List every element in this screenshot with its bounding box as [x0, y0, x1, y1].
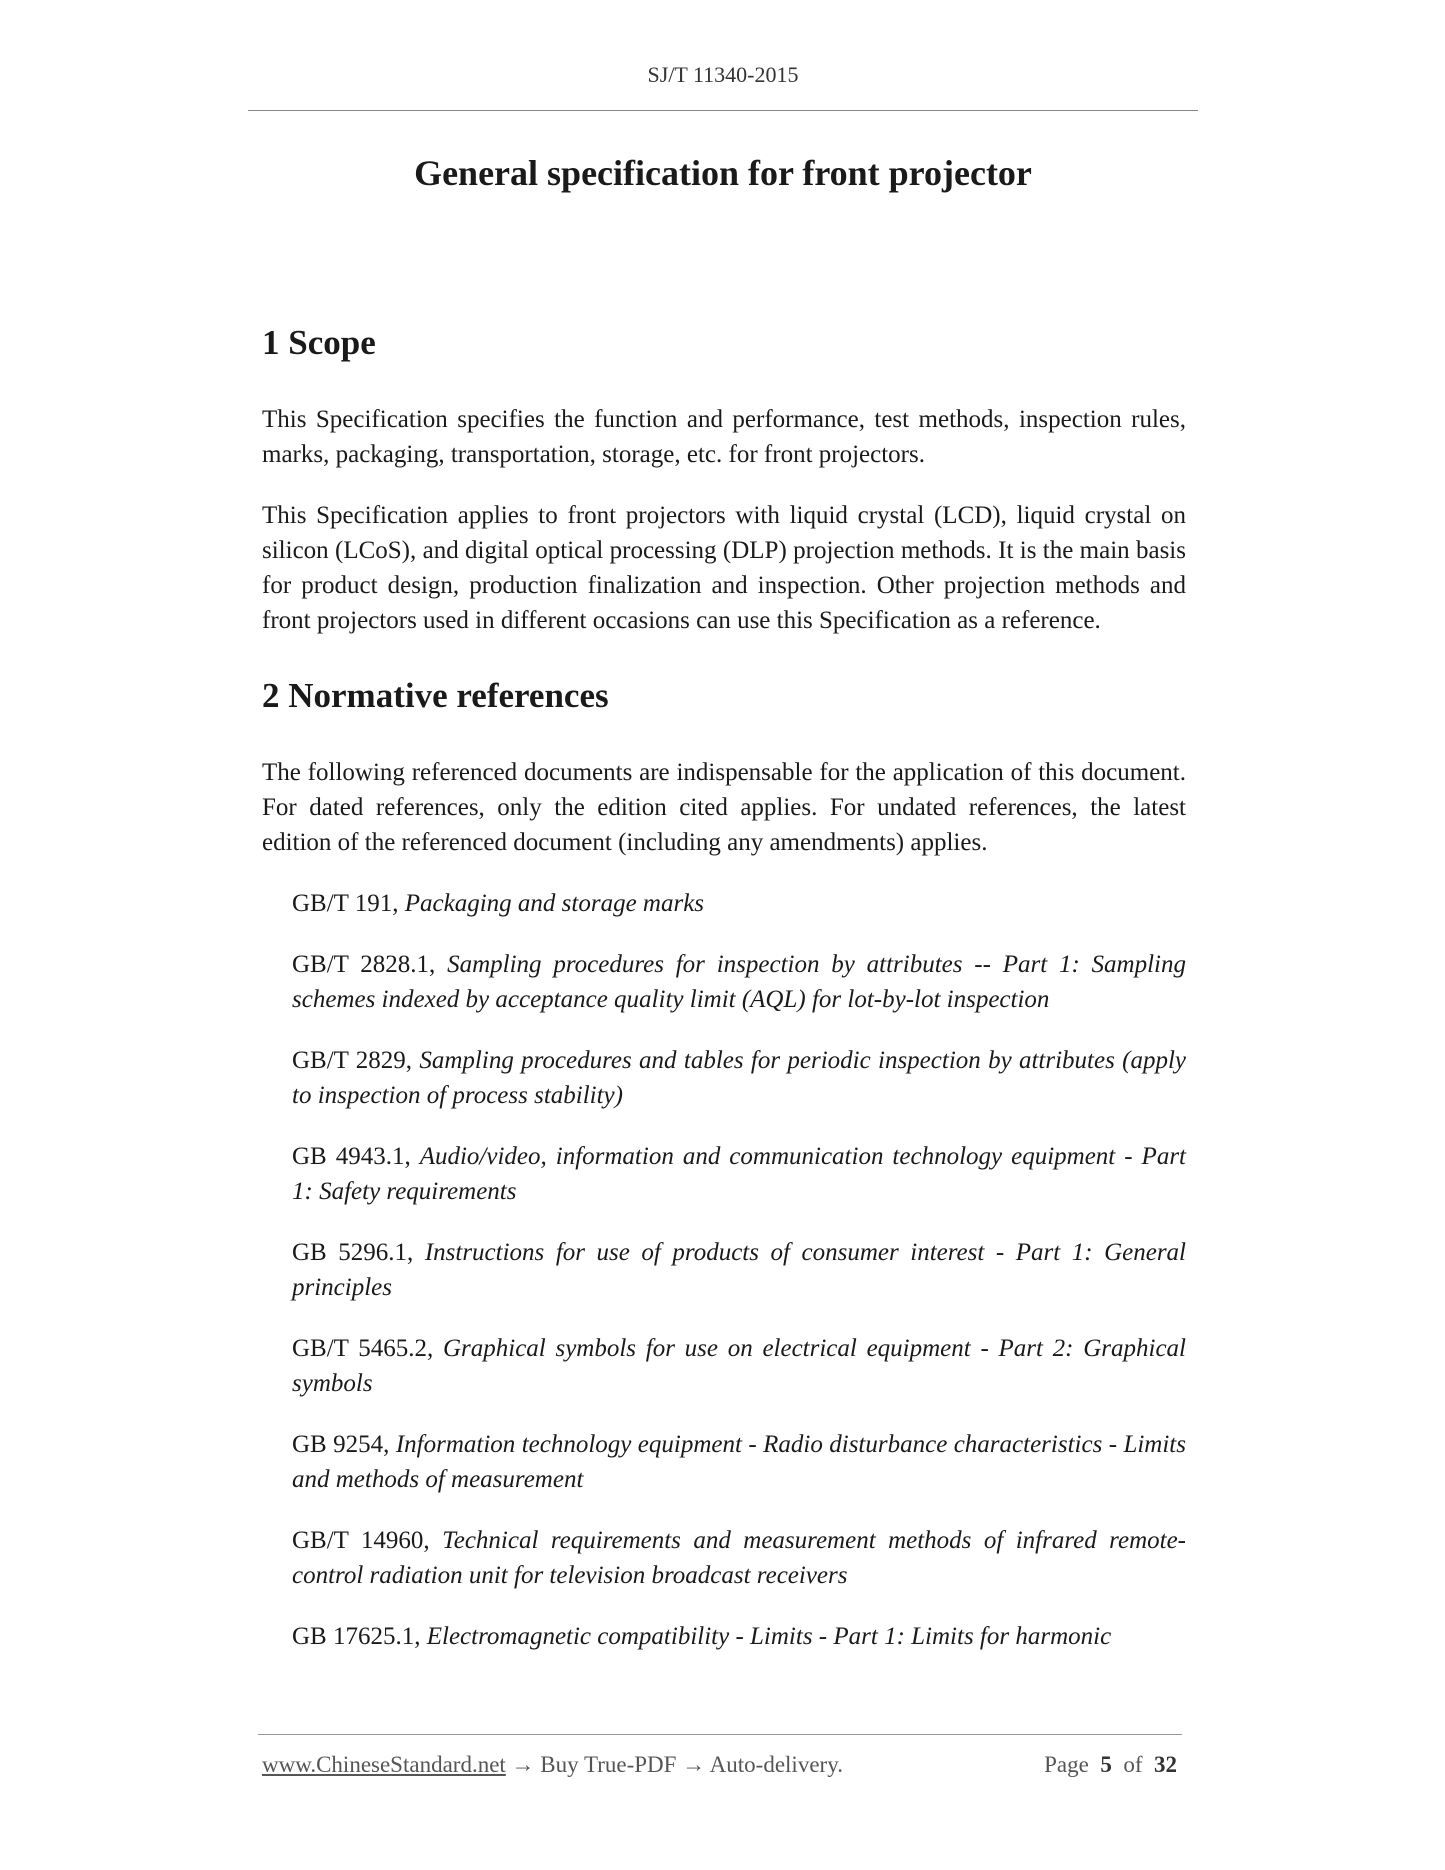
- reference-code: GB/T 191,: [292, 890, 399, 917]
- footer-rule: [258, 1734, 1182, 1735]
- reference-item: [292, 1427, 1186, 1497]
- header-rule: [248, 110, 1198, 111]
- reference-title: Information technology equipment - Radio disturbance characteristics - Limits and methods of measurement: [292, 1431, 1186, 1493]
- reference-item: [292, 947, 1186, 1017]
- reference-title: Packaging and storage marks: [404, 890, 705, 917]
- page-header: SJ/T 11340-2015: [647, 62, 799, 87]
- reference-item: [292, 1139, 1186, 1209]
- reference-code: GB/T 14960,: [292, 1527, 430, 1554]
- reference-item: [292, 1043, 1186, 1113]
- reference-title: Electromagnetic compatibility - Limits - Part 1: Limits for harmonic: [426, 1623, 1112, 1650]
- reference-title: Instructions for use of products of consumer interest - Part 1: General principles: [292, 1239, 1186, 1301]
- reference-item: [292, 886, 1186, 921]
- footer-promo: [262, 1752, 843, 1778]
- reference-code: GB 4943.1,: [292, 1143, 411, 1170]
- page-total: 32: [1154, 1752, 1177, 1777]
- reference-title: Audio/video, information and communication technology equipment - Part 1: Safety requirements: [292, 1143, 1186, 1205]
- reference-list: [262, 886, 1186, 1654]
- arrow-right-icon: →: [511, 1752, 535, 1777]
- reference-item: [292, 1619, 1186, 1654]
- delivery-text: Auto-delivery.: [709, 1752, 843, 1777]
- page-of: of: [1123, 1752, 1143, 1777]
- reference-code: GB/T 2829,: [292, 1047, 413, 1074]
- reference-title: Sampling procedures for inspection by attributes -- Part 1: Sampling schemes indexed by acceptance quality limit (AQL) for lot-by-lot inspection: [292, 951, 1187, 1013]
- document-body: [262, 318, 1186, 1680]
- reference-code: GB 17625.1,: [292, 1623, 421, 1650]
- page-number: [1044, 1752, 1177, 1778]
- references-intro: The following referenced documents are indispensable for the application of this document. For dated references, only the edition cited applies. For undated references, the latest edition of the referenced document (including any amendments) applies.: [262, 759, 1186, 856]
- reference-item: [292, 1523, 1186, 1593]
- page-label: Page: [1044, 1752, 1089, 1777]
- section-heading-normative-references: 2 Normative references: [262, 676, 609, 715]
- reference-title: Graphical symbols for use on electrical equipment - Part 2: Graphical symbols: [292, 1335, 1187, 1397]
- reference-code: GB/T 2828.1,: [292, 951, 436, 978]
- site-link[interactable]: www.ChineseStandard.net: [262, 1752, 506, 1777]
- reference-code: GB 5296.1,: [292, 1239, 414, 1266]
- buy-text: Buy True-PDF: [540, 1752, 677, 1777]
- scope-paragraph-2: This Specification applies to front projectors with liquid crystal (LCD), liquid crystal on silicon (LCoS), and digital optical processing (DLP) projection methods. It is the main basis for product design, production finalization and inspection. Other projection methods and front projectors used in different occasions can use this Specification as a reference.: [262, 502, 1186, 634]
- section-heading-scope: 1 Scope: [262, 323, 376, 362]
- reference-code: GB/T 5465.2,: [292, 1335, 434, 1362]
- reference-item: [292, 1331, 1186, 1401]
- scope-paragraph-1: This Specification specifies the function and performance, test methods, inspection rules, marks, packaging, transportation, storage, etc. for front projectors.: [262, 406, 1186, 468]
- page-current: 5: [1100, 1752, 1112, 1777]
- reference-code: GB 9254,: [292, 1431, 390, 1458]
- reference-title: Sampling procedures and tables for periodic inspection by attributes (apply to inspection of process stability): [292, 1047, 1186, 1109]
- reference-item: [292, 1235, 1186, 1305]
- document-title: General specification for front projector: [414, 153, 1032, 193]
- arrow-right-icon: →: [682, 1752, 706, 1777]
- reference-title: Technical requirements and measurement methods of infrared remote-control radiation unit for television broadcast receivers: [292, 1527, 1186, 1589]
